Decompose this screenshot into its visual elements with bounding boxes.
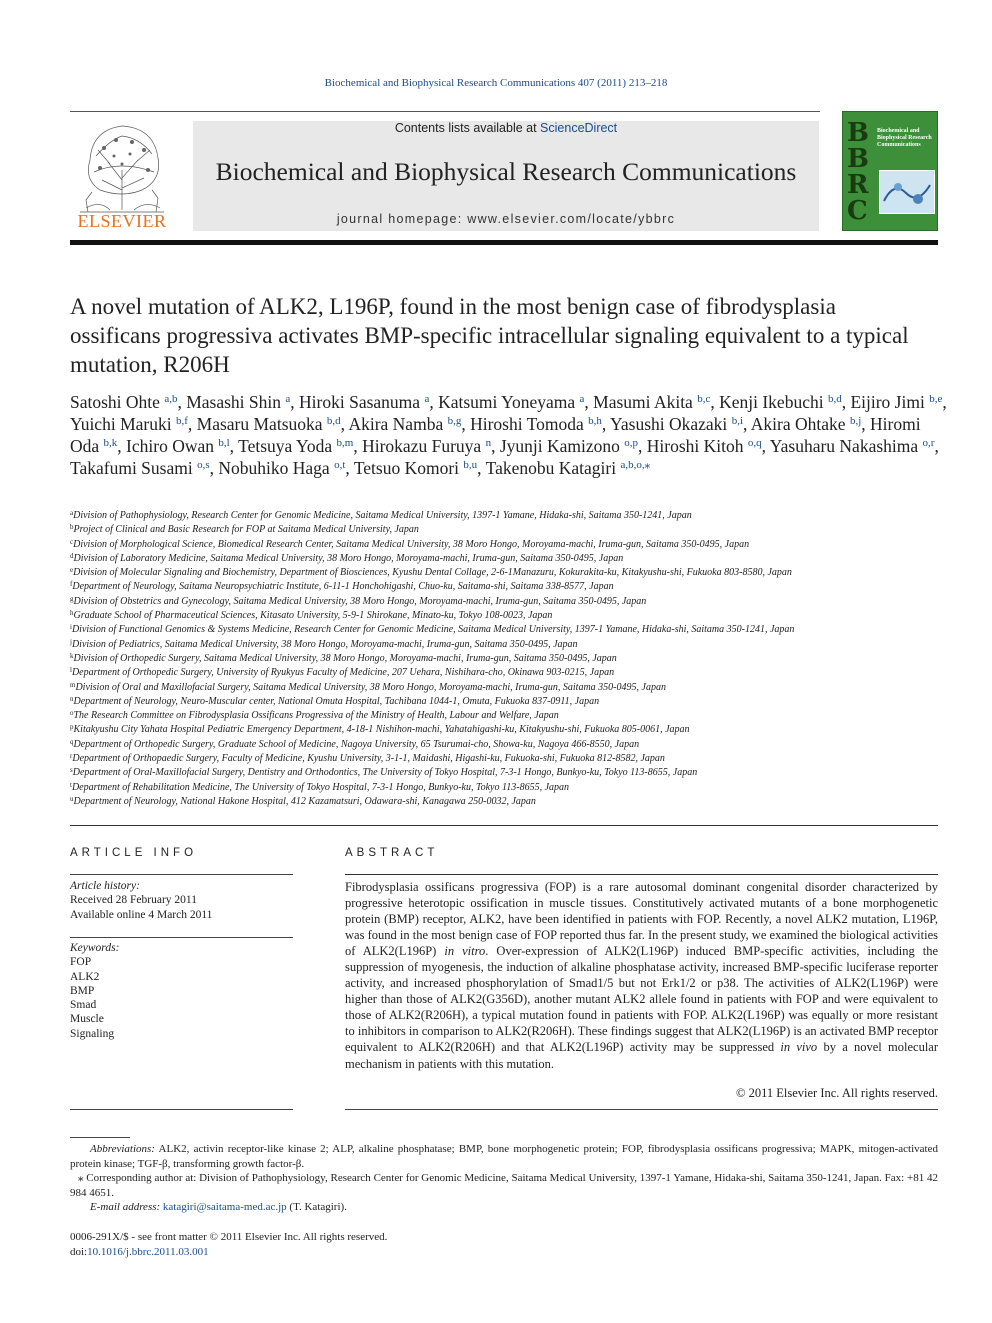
affiliation-key: g	[70, 594, 74, 603]
author-affiliation-marks[interactable]: a	[579, 393, 585, 405]
author-affiliation-marks[interactable]: o,s	[197, 459, 210, 471]
author[interactable]	[197, 414, 341, 434]
author[interactable]	[299, 392, 429, 412]
affiliation-text: The Research Committee on Fibrodysplasia Ossificans Progressiva of the Ministry of Health, Labour and Welfare, Japan	[73, 710, 559, 722]
author[interactable]	[218, 458, 345, 478]
author-name: Masashi Shin	[186, 392, 282, 412]
author[interactable]	[500, 436, 638, 456]
affiliation	[70, 552, 950, 566]
affiliation-text: Division of Laboratory Medicine, Saitama Medical University, 38 Moro Hongo, Moroyama-machi, Iruma-gun, Saitama 350-0495, Japan	[73, 552, 624, 564]
affiliation-text: Department of Orthopedic Surgery, Graduate School of Medicine, Nagoya University, 65 Tsurumai-cho, Showa-ku, Nagoya 466-8550, Japan	[73, 738, 640, 750]
author-affiliation-marks[interactable]: b,g	[447, 415, 462, 427]
corresponding-footnote	[70, 1171, 938, 1200]
affiliation	[70, 795, 950, 809]
affiliation-key: l	[70, 666, 72, 675]
author-name: Yasushi Okazaki	[609, 414, 728, 434]
article-title: A novel mutation of ALK2, L196P, found in the most benign case of fibrodysplasia ossificans progressiva activates BMP-specific intracellular signaling equivalent to a typical mutation, R206H	[70, 294, 909, 377]
affiliation	[70, 538, 950, 552]
doi-line	[70, 1245, 387, 1260]
author[interactable]	[126, 436, 230, 456]
affiliation-text: Department of Rehabilitation Medicine, The University of Tokyo Hospital, 7-3-1 Hongo, Bunkyo-ku, Tokyo 113-8655, Japan	[71, 781, 570, 793]
affiliation-key: a	[70, 509, 74, 517]
author-name: Hiroshi Tomoda	[470, 414, 584, 434]
issn-line: 0006-291X/$ - see front matter © 2011 Elsevier Inc. All rights reserved.	[70, 1231, 388, 1243]
elsevier-wordmark: ELSEVIER	[77, 211, 167, 231]
cover-small-title: Biochemical and Biophysical Research Communications	[877, 128, 932, 148]
keywords	[70, 941, 295, 1041]
affiliation-text: Division of Orthopedic Surgery, Saitama Medical University, 38 Moro Hongo, Moroyama-machi, Iruma-gun, Saitama 350-0495, Japan	[73, 652, 617, 664]
affiliation-key: u	[70, 794, 74, 803]
author-name: Yuichi Maruki	[70, 414, 172, 434]
affiliation-text: Department of Neurology, National Hakone Hospital, 412 Kazamatsuri, Odawara-shi, Kanagawa 250-0032, Japan	[73, 795, 536, 807]
author-name: Akira Namba	[348, 414, 444, 434]
journal-masthead	[193, 121, 819, 231]
author-name: Kenji Ikebuchi	[719, 392, 824, 412]
author[interactable]	[850, 392, 942, 412]
affiliation-text: Kitakyushu City Yahata Hospital Pediatric Emergency Department, 4-18-1 Nishihon-machi, Yahatahigashi-ku, Kitakyushu-shi, Fukuoka 805-0061, Japan	[73, 724, 690, 736]
header-rule	[70, 111, 820, 112]
affiliation-text: Department of Orthopedic Surgery, University of Ryukyus Faculty of Medicine, 207 Uehara, Nishihara-cho, Okinawa 903-0215, Japan	[71, 667, 615, 679]
affiliation	[70, 709, 950, 723]
author-affiliation-marks[interactable]: n	[485, 437, 492, 449]
author-name: Masumi Akita	[593, 392, 693, 412]
author-name: Tetsuo Komori	[353, 458, 460, 478]
cover-image-icon	[879, 170, 935, 214]
affiliation	[70, 623, 950, 637]
author-affiliation-marks[interactable]: a,b,o,⁎	[620, 459, 651, 471]
doi-prefix: doi:	[70, 1245, 88, 1258]
affiliation-key: o	[70, 709, 74, 718]
affiliation-key: j	[70, 637, 72, 646]
article-history	[70, 879, 295, 922]
affiliation-text: Department of Neurology, Saitama Neuropsychiatric Institute, 6-11-1 Honchohigashi, Chuo-ku, Saitama-shi, Saitama 338-8577, Japan	[72, 581, 614, 593]
author-list: Satoshi Ohte $^{a,b}$, Masashi Shin $^a$, Hiroki Sasanuma $^a$, Katsumi Yoneyama $^a$, Masumi Akita $^{b,c}$, Kenji Ikebuchi $^{b,d}$, Eijiro Jimi $^{b,e}$, Yuichi Maruki $^{b,f}$, Masaru Matsuoka $^{b,d}$, Akira Namba $^{b,g}$, Hiroshi Tomoda $^{b,h}$, Yasushi Okazaki $^{b,i}$, Akira Ohtake $^{b,j}$, Hiromi Oda $^{b,k}$, Ichiro Owan $^{b,l}$, Tetsuya Yoda $^{b,m}$, Hirokazu Furuya $^n$, Jyunji Kamizono $^{o,p}$, Hiroshi Kitoh $^{o,q}$, Yasuharu Nakashima $^{o,r}$, Takafumi Susami $^{o,s}$, Nobuhiko Haga $^{o,t}$, Tetsuo Komori $^{b,u}$, Takenobu Katagiri $^{a,b,o,⁎}$	[70, 392, 947, 478]
affiliation-text: Project of Clinical and Basic Research for FOP at Saitama Medical University, Japan	[73, 524, 419, 536]
author-affiliation-marks[interactable]: o,t	[334, 459, 346, 471]
author-name: Hiroki Sasanuma	[299, 392, 421, 412]
affiliation	[70, 766, 950, 780]
cover-letter: C	[847, 196, 868, 226]
affiliation-key: t	[70, 780, 72, 789]
author[interactable]	[593, 392, 710, 412]
author-name: Tetsuya Yoda	[238, 436, 333, 456]
affiliation-rule	[70, 825, 938, 826]
info-rule-top	[70, 874, 293, 875]
affiliation-key: m	[70, 680, 76, 689]
affiliation	[70, 781, 950, 795]
contents-line	[193, 121, 819, 135]
author-name: Akira Ohtake	[750, 414, 846, 434]
author[interactable]	[770, 436, 935, 456]
abstract-rule-bottom	[345, 1109, 938, 1110]
footnotes	[70, 1142, 938, 1215]
masthead-rule	[70, 240, 938, 245]
keyword: ALK2	[70, 970, 100, 983]
author[interactable]	[348, 414, 461, 434]
author-affiliation-marks[interactable]: a	[424, 393, 430, 405]
affiliation-key: d	[70, 551, 74, 560]
journal-homepage[interactable]: journal homepage: www.elsevier.com/locate/ybbrc	[336, 212, 676, 226]
affiliation	[70, 580, 950, 594]
affiliation-key: e	[70, 566, 74, 575]
affiliation-key: p	[70, 723, 74, 732]
author-affiliation-marks[interactable]: b,h	[588, 415, 602, 427]
abstract-part: . Over-expression of ALK2(L196P) induced BMP-specific activities, including the suppression of myogenesis, the induction of alkaline phosphatase activity, increased BMP-specific luciferase reporter activity, and increased phosphorylation of Smad1/5 but not Erk1/2 or p38. The activities of ALK2(L196P) were higher than those of ALK2(G356D), another mutant ALK2 allele found in patients with FOP and were equivalent to those of ALK2(R206H), a typical mutation found in patients with FOP. ALK2(L196P) was equally or more resistant to inhibitors in comparison to ALK2(R206H). These findings suggest that ALK2(L196P) is an activated BMP receptor equivalent to ALK2(R206H) and that ALK2(L196P) activity may be suppressed	[345, 944, 938, 1055]
author-name: Takenobu Katagiri	[485, 458, 617, 478]
abstract-heading: ABSTRACT	[345, 847, 439, 859]
affiliation-text: Division of Pathophysiology, Research Center for Genomic Medicine, Saitama Medical University, 1397-1 Yamane, Hidaka-shi, Saitama 350-1241, Japan	[73, 510, 692, 521]
copyright-notice: © 2011 Elsevier Inc. All rights reserved.	[735, 1086, 938, 1100]
affiliation-text: Division of Functional Genomics & Systems Medicine, Research Center for Genomic Medicine, Saitama Medical University, 1397-1 Yamane, Hidaka-shi, Saitama 350-1241, Japan	[71, 624, 795, 636]
author-name: Masaru Matsuoka	[196, 414, 323, 434]
author[interactable]	[470, 414, 602, 434]
affiliation	[70, 638, 950, 652]
author-affiliation-marks[interactable]: b,d	[827, 393, 842, 405]
affiliation-key: n	[70, 694, 74, 703]
author-affiliation-marks[interactable]: b,i	[731, 415, 743, 427]
affiliation-key: h	[70, 609, 74, 618]
author-affiliation-marks[interactable]: a,b	[164, 393, 178, 405]
abbrev-text: ALK2, activin receptor-like kinase 2; ALP, alkaline phosphatase; BMP, bone morphogenetic protein; FOP, fibrodysplasia ossificans progressiva; MAPK, mitogen-activated protein kinase; TGF-β, transforming growth factor-β.	[70, 1143, 938, 1170]
affiliation-text: Division of Oral and Maxillofacial Surgery, Saitama Medical University, 38 Moro Hongo, Moroyama-machi, Iruma-gun, Saitama 350-0495, Japan	[75, 681, 666, 693]
email-label: E-mail address:	[90, 1201, 161, 1213]
author[interactable]	[610, 414, 743, 434]
cover-letter: B	[847, 144, 869, 174]
affiliation-list	[70, 509, 950, 809]
affiliation	[70, 723, 950, 737]
author-name: Satoshi Ohte	[70, 392, 160, 412]
affiliation-key: k	[70, 651, 74, 660]
cover-letters	[847, 120, 873, 224]
author[interactable]	[70, 414, 188, 434]
author[interactable]	[362, 436, 491, 456]
affiliation	[70, 666, 950, 680]
author-name: Yasuharu Nakashima	[769, 436, 919, 456]
author-name: Nobuhiko Haga	[218, 458, 330, 478]
abstract-text	[345, 879, 938, 1072]
affiliation-text: Division of Pediatrics, Saitama Medical University, 38 Moro Hongo, Moroyama-machi, Iruma-gun, Saitama 350-0495, Japan	[71, 638, 578, 650]
affiliation	[70, 681, 950, 695]
abstract-part: Fibrodysplasia ossificans progressiva (FOP) is a rare autosomal dominant congenital disorder characterized by progressive heterotopic ossification in muscle tissues. Constitutively activated mutants of a bone morphogenetic protein (BMP) receptor, ALK2, have been identified in patients with FOP. Recently, a novel ALK2 mutation, L196P, was found in the most benign case of FOP reported thus far. In the present study, we examined the biological activities of ALK2(L196P)	[345, 880, 938, 959]
affiliation	[70, 595, 950, 609]
info-rule-mid	[70, 937, 293, 938]
author-affiliation-marks[interactable]: a	[285, 393, 291, 405]
author[interactable]	[438, 392, 584, 412]
doi-link[interactable]: 10.1016/j.bbrc.2011.03.001	[87, 1245, 209, 1258]
author-name: Hiroshi Kitoh	[646, 436, 744, 456]
author-affiliation-marks[interactable]: b,k	[103, 437, 118, 449]
history-label: Article history:	[70, 880, 140, 892]
author-name: Jyunji Kamizono	[499, 436, 620, 456]
affiliation	[70, 609, 950, 623]
author-name: Takafumi Susami	[70, 458, 193, 478]
author[interactable]	[238, 436, 353, 456]
journal-title: Biochemical and Biophysical Research Communications	[215, 157, 797, 186]
author-name: Ichiro Owan	[126, 436, 214, 456]
affiliation-text: Division of Molecular Signaling and Biochemistry, Department of Biosciences, Kyushu Dental Collage, 2-6-1Manazuru, Kokurakita-ku, Kitakyushu-shi, Fukuoka 803-8580, Japan	[73, 567, 792, 579]
author[interactable]	[70, 458, 210, 478]
affiliation-text: Graduate School of Pharmaceutical Sciences, Kitasato University, 5-9-1 Shirokane, Minato-ku, Tokyo 108-0023, Japan	[73, 610, 553, 622]
author[interactable]	[647, 436, 762, 456]
affiliation-text: Department of Neurology, Neuro-Muscular center, National Omuta Hospital, Tachibana 1044-1, Omuta, Fukuoka 837-0911, Japan	[73, 695, 600, 707]
journal-citation[interactable]: Biochemical and Biophysical Research Communications 407 (2011) 213–218	[324, 77, 668, 89]
affiliation	[70, 695, 950, 709]
author[interactable]	[751, 414, 861, 434]
cover-letter: R	[847, 170, 869, 200]
affiliation-key: b	[70, 523, 74, 532]
author[interactable]	[70, 392, 177, 412]
received-date: Received 28 February 2011	[70, 894, 197, 907]
author-affiliation-marks[interactable]: b,f	[175, 415, 188, 427]
affiliation-key: i	[70, 623, 72, 632]
abbrev-label: Abbreviations:	[90, 1143, 155, 1155]
affiliation	[70, 509, 950, 523]
corr-mark: ⁎	[78, 1172, 84, 1184]
email-link[interactable]: katagiri@saitama-med.ac.jp	[162, 1201, 287, 1213]
affiliation	[70, 523, 950, 537]
sciencedirect-link[interactable]: ScienceDirect	[540, 121, 618, 135]
affiliation	[70, 738, 950, 752]
affiliation-key: f	[70, 580, 73, 589]
author-name: Hirokazu Furuya	[362, 436, 482, 456]
keyword: BMP	[70, 984, 95, 997]
author-name: Hiromi Oda	[70, 414, 921, 456]
affiliation-text: Division of Morphological Science, Biomedical Research Center, Saitama Medical University, 38 Moro Hongo, Moroyama-machi, Iruma-gun, Saitama 350-0495, Japan	[73, 538, 750, 550]
affiliation-text: Division of Obstetrics and Gynecology, Saitama Medical University, 38 Moro Hongo, Moroyama-machi, Iruma-gun, Saitama 350-0495, Japan	[73, 595, 647, 607]
keyword: Smad	[70, 999, 97, 1012]
keyword: FOP	[70, 956, 92, 969]
affiliation	[70, 652, 950, 666]
author-name: Katsumi Yoneyama	[438, 392, 576, 412]
cover-letter: B	[847, 118, 869, 148]
author[interactable]	[486, 458, 650, 478]
author-affiliation-marks[interactable]: o,p	[624, 437, 638, 449]
issn-doi	[70, 1230, 387, 1259]
keyword: Muscle	[70, 1013, 104, 1026]
info-rule-bottom	[70, 1109, 293, 1110]
contents-prefix: Contents lists available at	[394, 121, 541, 135]
affiliation	[70, 566, 950, 580]
affiliation-key: q	[70, 737, 74, 746]
author-affiliation-marks[interactable]: b,e	[929, 393, 943, 405]
affiliation-key: r	[70, 752, 73, 761]
affiliation-text: Department of Oral-Maxillofacial Surgery, Dentistry and Orthodontics, The University of Tokyo Hospital, 7-3-1 Hongo, Bunkyo-ku, Tokyo 113-8655, Japan	[72, 767, 698, 779]
abstract-italic: in vivo	[780, 1040, 818, 1055]
abstract-rule-top	[345, 874, 938, 875]
author-affiliation-marks[interactable]: b,j	[849, 415, 862, 427]
author-name: Eijiro Jimi	[850, 392, 925, 412]
affiliation	[70, 752, 950, 766]
abstract-italic: in vitro	[444, 944, 486, 959]
author-affiliation-marks[interactable]: b,c	[697, 393, 711, 405]
author-affiliation-marks[interactable]: o,q	[747, 437, 762, 449]
journal-cover-thumbnail	[842, 111, 938, 231]
keyword: Signaling	[70, 1027, 115, 1040]
email-footnote	[70, 1200, 938, 1215]
author[interactable]	[186, 392, 290, 412]
email-suffix: (T. Katagiri).	[286, 1201, 347, 1213]
article-info-heading: ARTICLE INFO	[70, 847, 198, 859]
abbreviations-footnote	[70, 1142, 938, 1171]
keywords-label: Keywords:	[70, 942, 120, 954]
author-affiliation-marks[interactable]: b,d	[326, 415, 341, 427]
affiliation-key: c	[70, 537, 74, 546]
affiliation-text: Department of Orthopaedic Surgery, Faculty of Medicine, Kyushu University, 3-1-1, Maidashi, Higashi-ku, Fukuoka-shi, Fukuoka 812-8582, Japan	[72, 753, 665, 765]
affiliation-key: s	[70, 766, 73, 775]
abstract-part: by a novel molecular mechanism in patients with this mutation.	[345, 1040, 938, 1071]
author[interactable]	[719, 392, 842, 412]
author-affiliation-marks[interactable]: b,m	[336, 437, 354, 449]
author-affiliation-marks[interactable]: o,r	[922, 437, 935, 449]
author-affiliation-marks[interactable]: b,u	[463, 459, 478, 471]
author-affiliation-marks[interactable]: b,l	[218, 437, 230, 449]
online-date: Available online 4 March 2011	[70, 908, 213, 921]
author[interactable]	[354, 458, 477, 478]
footnote-rule	[70, 1137, 130, 1138]
corr-text: Corresponding author at: Division of Pathophysiology, Research Center for Genomic Medicine, Saitama Medical University, 1397-1 Yamane, Hidaka-shi, Saitama 350-1241, Japan. Fax: +81 42 984 4651.	[70, 1172, 938, 1199]
